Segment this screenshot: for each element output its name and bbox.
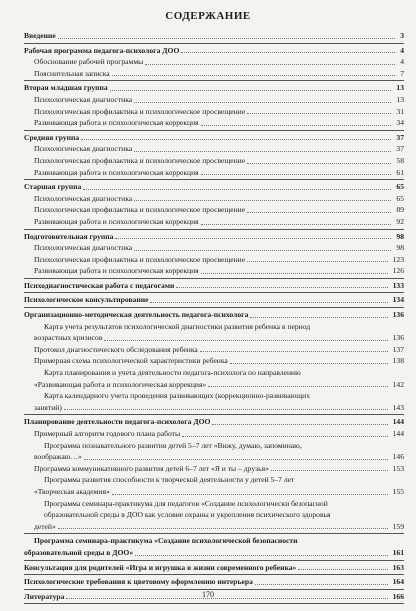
toc-subsection — [24, 367, 404, 390]
toc-page-number: 34 — [396, 118, 404, 128]
dot-leader — [298, 569, 387, 570]
toc-page-number: 58 — [396, 155, 404, 165]
section-divider — [24, 533, 404, 534]
toc-entry-text: образовательной среды в ДОО» — [24, 547, 134, 557]
toc-entry-text: Протокол диагностического обследования ребенка — [34, 344, 198, 354]
toc-section — [24, 280, 404, 294]
toc-page-number: 65 — [396, 182, 404, 192]
dot-leader — [201, 125, 392, 126]
toc-entry-text: детей» — [34, 521, 56, 531]
dot-leader — [84, 459, 388, 460]
toc-entry-text: Психологическое консультирование — [24, 295, 149, 305]
toc-page-number: 163 — [392, 562, 404, 572]
toc-page-number: 166 — [392, 591, 404, 601]
toc-entry-text: Введение — [24, 31, 56, 40]
toc-subsection — [24, 428, 404, 440]
dot-leader — [201, 273, 388, 274]
toc-subsection — [24, 463, 404, 475]
dot-leader — [247, 163, 391, 164]
dot-leader — [271, 470, 388, 471]
toc-subsection — [24, 344, 404, 356]
toc-entry-text: Развивающая работа и психологическая коррекция — [34, 266, 199, 276]
toc-subsection — [24, 474, 404, 497]
toc-page-number: 144 — [392, 417, 404, 427]
toc-entry-text: Старшая группа — [24, 182, 82, 192]
toc-entry-text: образовательной среды в ДОО как условие охраны и укрепления психического здоровья — [44, 510, 331, 520]
toc-entry-text: Программа коммуникативного развития детей 6–7 лет «Я и ты – друзья» — [34, 463, 269, 473]
toc-entry-text: Психологическая профилактика и психологическое просвещение — [34, 205, 246, 215]
toc-page-number: 92 — [396, 216, 404, 226]
toc-entry-text: Вторая младшая группа — [24, 83, 108, 93]
toc-section — [24, 30, 404, 44]
toc-page-number: 136 — [392, 310, 404, 320]
section-divider — [24, 603, 404, 604]
toc-page-number: 98 — [396, 231, 404, 241]
toc-entry-text: Психологическая диагностика — [34, 193, 133, 203]
toc-page-number: 61 — [396, 167, 404, 177]
toc-entry-text: Примерный алгоритм годового плана работы — [34, 429, 181, 438]
dot-leader — [201, 174, 392, 175]
toc-page-number: 153 — [392, 463, 404, 473]
toc-subsection — [24, 68, 404, 82]
toc-page-number: 164 — [392, 577, 404, 587]
toc-entry-text: Психодиагностическая работа с педагогами — [24, 280, 175, 290]
toc-subsection — [24, 321, 404, 344]
dot-leader — [134, 102, 391, 103]
dot-leader — [150, 302, 387, 303]
toc-page-number: 146 — [392, 452, 404, 462]
toc-subsection — [24, 167, 404, 181]
dot-leader — [255, 584, 388, 585]
toc-entry-text: Организационно-методическая деятельность педагога-психолога — [24, 310, 249, 320]
dot-leader — [247, 212, 391, 213]
toc-page-number: 37 — [396, 132, 404, 142]
toc-page-number: 134 — [392, 295, 404, 305]
dot-leader — [134, 151, 391, 152]
toc-entry-text: занятий) — [34, 402, 62, 412]
toc-section — [24, 294, 404, 308]
section-divider — [24, 278, 404, 279]
toc-page-number: 31 — [396, 106, 404, 116]
dot-leader — [200, 351, 388, 352]
toc-page-number: 4 — [400, 45, 404, 55]
section-divider — [24, 307, 404, 308]
toc-entry-text: Подготовительная группа — [24, 231, 114, 241]
section-divider — [24, 229, 404, 230]
toc-section — [24, 535, 404, 560]
toc-entry-text: «Творческая академия» — [34, 486, 110, 496]
toc-subsection — [24, 254, 404, 266]
dot-leader — [64, 409, 388, 410]
toc-entry-text: Консультация для родителей «Игра и игрушка в жизни современного ребенка» — [24, 562, 297, 572]
dot-leader — [104, 340, 387, 341]
page-title: СОДЕРЖАНИЕ — [165, 10, 251, 22]
toc-entry-text: Психологическая диагностика — [34, 243, 133, 253]
toc-entry-text: Психологические требования к цветовому оформлению интерьера — [24, 577, 253, 587]
toc-section — [24, 45, 404, 57]
toc-entry-text: Пояснительная записка — [34, 68, 110, 78]
toc-page-number: 7 — [400, 68, 404, 78]
toc-section — [24, 309, 404, 321]
toc-entry-text: Обоснование рабочей программы — [34, 57, 144, 67]
toc-subsection — [24, 106, 404, 118]
toc-section — [24, 576, 404, 590]
toc-entry-text: «Развивающая работа и психологическая коррекция» — [34, 379, 207, 389]
toc-section — [24, 132, 404, 144]
dot-leader — [145, 64, 395, 65]
toc-subsection — [24, 440, 404, 463]
toc-section — [24, 562, 404, 576]
section-divider — [24, 179, 404, 180]
page-number: 170 — [202, 590, 214, 599]
dot-leader — [134, 250, 391, 251]
dot-leader — [247, 113, 391, 114]
toc-entry-text: возрастных кризисов — [34, 333, 103, 343]
toc-entry-text: Психологическая профилактика и психологическое просвещение — [34, 254, 246, 264]
toc-page-number: 65 — [396, 193, 404, 203]
dot-leader — [208, 386, 387, 387]
dot-leader — [134, 200, 391, 201]
toc-page-number: 126 — [392, 266, 404, 276]
toc-subsection — [24, 193, 404, 205]
toc-subsection — [24, 498, 404, 535]
toc-subsection — [24, 117, 404, 131]
dot-leader — [58, 38, 395, 39]
toc-subsection — [24, 265, 404, 279]
toc-page-number: 37 — [396, 144, 404, 154]
toc-entry-text: Средняя группа — [24, 132, 80, 142]
dot-leader — [181, 52, 395, 53]
dot-leader — [212, 424, 387, 425]
toc-subsection — [24, 94, 404, 106]
dot-leader — [83, 189, 391, 190]
toc-entry-text: Программа семинара-практикума для педагогов «Создание психологически безопасной — [44, 498, 328, 508]
dot-leader — [201, 224, 392, 225]
section-divider — [24, 80, 404, 81]
toc-section — [24, 416, 404, 428]
dot-leader — [135, 555, 387, 556]
dot-leader — [230, 363, 388, 364]
toc-entry-text: Психологическая диагностика — [34, 94, 133, 104]
toc-entry-text: Программа семинара-практикума «Создание психологической безопасности — [34, 536, 298, 546]
toc-page-number: 136 — [392, 333, 404, 343]
toc-page-number: 123 — [392, 254, 404, 264]
toc-page-number: 137 — [392, 344, 404, 354]
toc-subsection — [24, 204, 404, 216]
dot-leader — [250, 317, 387, 318]
section-divider — [24, 414, 404, 415]
dot-leader — [247, 261, 388, 262]
dot-leader — [112, 494, 388, 495]
toc-subsection — [24, 390, 404, 415]
toc-subsection — [24, 155, 404, 167]
toc-page-number: 13 — [396, 94, 404, 104]
toc-entry-text: Программа развития способности к творческой деятельности у детей 5–7 лет — [44, 475, 295, 485]
toc-page-number: 89 — [396, 205, 404, 215]
toc-page-number: 3 — [400, 31, 404, 40]
toc-entry-text: Развивающая работа и психологическая коррекция — [34, 167, 199, 177]
toc-entry-text: Развивающая работа и психологическая коррекция — [34, 118, 199, 128]
toc-subsection — [24, 216, 404, 230]
toc-entry-text: Планирование деятельности педагога-психолога ДОО — [24, 417, 211, 427]
dot-leader — [58, 528, 388, 529]
dot-leader — [110, 90, 392, 91]
dot-leader — [81, 139, 391, 140]
dot-leader — [115, 238, 391, 239]
toc-entry-text: Программа познавательного развития детей 5–7 лет «Вижу, думаю, запоминаю, — [44, 440, 302, 450]
toc-page-number: 142 — [392, 379, 404, 389]
toc-entry-text: Рабочая программа педагога-психолога ДОО — [24, 45, 180, 55]
toc-page-number: 4 — [400, 57, 404, 67]
toc-entry-text: воображаю…» — [34, 452, 82, 462]
toc-entry-text: Карта планирования и учета деятельности педагога-психолога по направлению — [44, 368, 301, 378]
toc-page-number: 98 — [396, 243, 404, 253]
toc-subsection — [24, 242, 404, 254]
toc-section — [24, 82, 404, 94]
toc-entry-text: Примерная схема психологической характеристики ребенка — [34, 356, 228, 366]
toc-page-number: 155 — [392, 486, 404, 496]
toc-subsection — [24, 56, 404, 68]
toc-entry-text: Карта учета результатов психологической диагностики развития ребенка в период — [44, 321, 311, 331]
section-divider — [24, 43, 404, 44]
toc-page-number: 159 — [392, 521, 404, 531]
section-divider — [24, 292, 404, 293]
dot-leader — [176, 287, 387, 288]
toc-section — [24, 181, 404, 193]
toc-page-number: 133 — [392, 280, 404, 290]
toc-page-number: 13 — [396, 83, 404, 93]
toc-page-number: 144 — [392, 429, 404, 438]
toc-page-number: 143 — [392, 402, 404, 412]
toc-entry-text: Литература — [24, 591, 65, 601]
toc-list — [24, 29, 404, 604]
toc-page-number: 138 — [392, 356, 404, 366]
toc-entry-text: Психологическая профилактика и психологическое просвещение — [34, 106, 246, 116]
toc-entry-text: Психологическая диагностика — [34, 144, 133, 154]
toc-entry-text: Развивающая работа и психологическая коррекция — [34, 216, 199, 226]
toc-page-number: 161 — [392, 547, 404, 557]
toc-entry-text: Психологическая профилактика и психологическое просвещение — [34, 155, 246, 165]
section-divider — [24, 574, 404, 575]
toc-section — [24, 231, 404, 243]
section-divider — [24, 130, 404, 131]
toc-subsection — [24, 143, 404, 155]
dot-leader — [112, 75, 396, 76]
toc-subsection — [24, 355, 404, 367]
dot-leader — [182, 436, 388, 437]
section-divider — [24, 560, 404, 561]
toc-entry-text: Карта календарного учета проведения развивающих (коррекционно-развивающих — [44, 391, 311, 401]
